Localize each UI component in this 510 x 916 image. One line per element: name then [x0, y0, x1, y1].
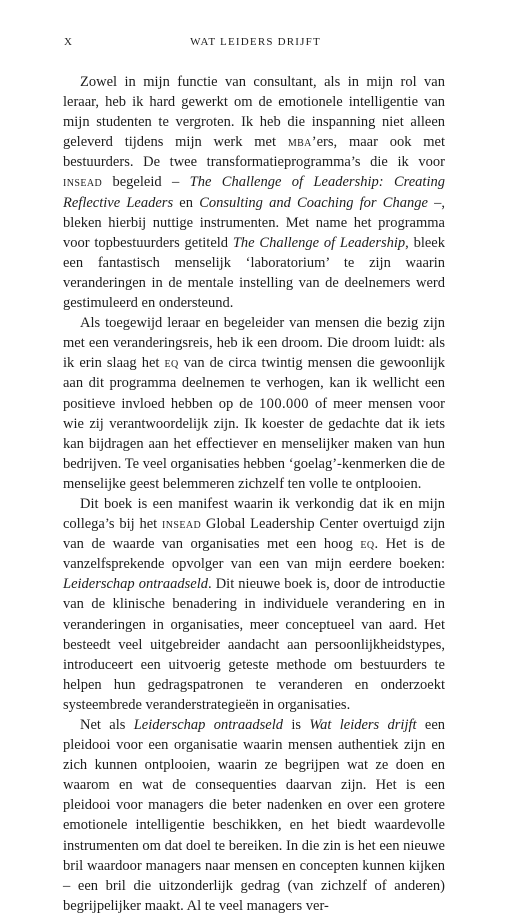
text-run: , bleek een fantastisch menselijk ‘laboratorium’ te zijn waarin veranderingen in de mentale instelling van de deelnemers werd gestimuleerd en ondersteund. — [63, 234, 445, 312]
text-run: Zowel in mijn functie van consultant, als in mijn rol van leraar, heb ik hard gewerkt om de emotionele intelligentie van mijn studenten te vergroten. Ik heb die inspanning niet alleen geleverd tijdens mijn werk met — [63, 74, 445, 151]
italic-title-run: Wat leiders drijft — [309, 717, 417, 733]
text-run: . Het is de vanzelfsprekende opvolger van een van mijn eerdere boeken: — [63, 536, 445, 573]
text-run: Net als — [80, 717, 134, 733]
text-run: een pleidooi voor een organisatie waarin mensen authentiek zijn en zich kunnen ontplooien, waarin ze begrijpen wat ze doen en waarom en wat de consequenties daarvan zijn. Het is een pleidooi voor managers die beter nadenken en over een grotere emotionele intelligentie beschikken, en het biedt waardevolle instrumenten om dat doel te bereiken. In die zin is het een nieuwe bril waardoor managers naar mensen en concepten kunnen kijken – een bril die uitzonderlijk gedrag (van zichzelf of anderen) begrijpelijker maakt. Al te veel managers ver- — [63, 717, 446, 914]
text-run: ’ers, maar ook met bestuurders. De twee transformatieprogramma’s die ik voor — [63, 134, 445, 171]
paragraph-3 — [63, 494, 445, 715]
text-run: . Dit nieuwe boek is, door de introductie van de klinische benadering in individuele verandering en in veranderingen in organisaties, meer conceptueel van aard. Het besteedt veel uitgebreider aandacht aan persoonlijkheidstypes, introduceert een uitvoerig geteste methode om bestuurders te helpen hun gedragspatronen te veranderen en onderzoekt systeembrede veranderstrategieën in organisaties. — [63, 576, 446, 713]
italic-title-run: The Challenge of Leadership: Creating Reflective Leaders — [63, 174, 445, 211]
small-caps-run: 100.000 — [259, 395, 309, 412]
small-caps-run: eq — [360, 536, 375, 553]
italic-title-run: Consulting and Coaching for Change — [199, 194, 428, 211]
text-run: en — [173, 194, 200, 211]
small-caps-run: eq — [164, 355, 179, 372]
paragraph-1 — [63, 72, 445, 313]
text-run: Dit boek is een manifest waarin ik verkondig dat ik en mijn collega’s bij het — [63, 495, 445, 533]
running-head: WAT LEIDERS DRIJFT — [190, 36, 321, 48]
text-run: is — [283, 717, 310, 733]
body-text — [63, 72, 445, 916]
paragraph-2 — [63, 313, 445, 494]
italic-title-run: Leiderschap ontraadseld — [133, 717, 284, 733]
text-run: Global Leadership Center overtuigd zijn van de waarde van organisaties met een hoog — [63, 516, 446, 553]
small-caps-run: insead — [63, 174, 103, 191]
text-run: Als toegewijd leraar en begeleider van mensen die bezig zijn met een veranderingsreis, heb ik een droom. Die droom luidt: als ik erin slaag het — [63, 315, 445, 372]
paragraph-4 — [63, 715, 445, 916]
italic-title-run: The Challenge of Leadership — [232, 234, 406, 251]
text-run: van de circa twintig mensen die gewoonlijk aan dit programma deelnemen te verhogen, kan ik wellicht een positieve invloed hebben op de — [63, 355, 445, 412]
text-run: begeleid – — [102, 174, 190, 191]
italic-title-run: Leiderschap ontraadseld — [63, 576, 209, 593]
page-number: X — [64, 36, 74, 48]
text-run: of meer mensen voor wie zij verantwoordelijk zijn. Ik koester de gedachte dat ik iets kan bijdragen aan het effectiever en menselijker maken van hun bedrijven. Te veel organisaties hebben ‘goelag’-kenmerken die de menselijke geest belemmeren zichzelf ten volle te ontplooien. — [63, 395, 445, 492]
small-caps-run: mba — [287, 134, 312, 151]
text-run: –, bleken hierbij nuttige instrumenten. Met name het programma voor topbestuurders getiteld — [63, 194, 445, 251]
page-header — [64, 36, 447, 52]
small-caps-run: insead — [162, 516, 202, 533]
